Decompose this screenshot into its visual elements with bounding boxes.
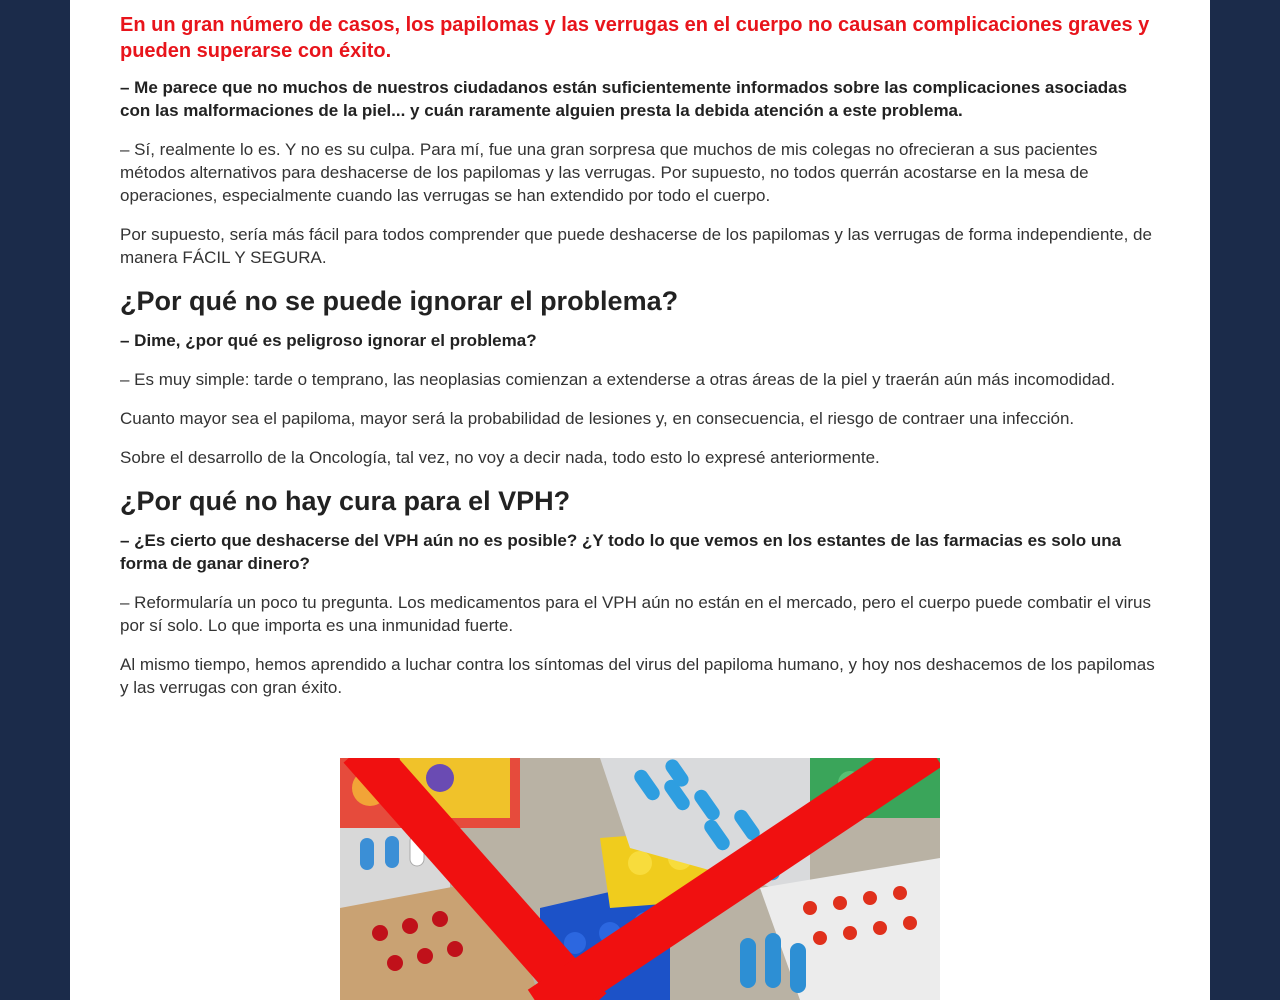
- heading-no-cure: ¿Por qué no hay cura para el VPH?: [120, 486, 571, 516]
- paragraph-2: Cuanto mayor sea el papiloma, mayor será la probabilidad de lesiones y, en consecuencia, el riesgo de contraer una infección.: [120, 409, 1075, 428]
- question-2: – Dime, ¿por qué es peligroso ignorar el problema?: [120, 331, 537, 350]
- article-page: [70, 0, 1210, 1000]
- answer-3: – Reformularía un poco tu pregunta. Los medicamentos para el VPH aún no están en el mercado, pero el cuerpo puede combatir el virus por sí solo. Lo que importa es una inmunidad fuerte.: [120, 593, 1151, 635]
- question-3: – ¿Es cierto que deshacerse del VPH aún no es posible? ¿Y todo lo que vemos en los estantes de las farmacias es solo una forma de ganar dinero?: [120, 531, 1122, 573]
- paragraph-3: Sobre el desarrollo de la Oncología, tal vez, no voy a decir nada, todo esto lo expresé anteriormente.: [120, 448, 880, 467]
- article-body: [120, 12, 1160, 715]
- lead-paragraph: En un gran número de casos, los papilomas y las verrugas en el cuerpo no causan complicaciones graves y pueden superarse con éxito.: [120, 14, 1150, 62]
- answer-1: – Sí, realmente lo es. Y no es su culpa. Para mí, fue una gran sorpresa que muchos de mis colegas no ofrecieran a sus pacientes métodos alternativos para deshacerse de los papilomas y las verrugas. Por supuesto, no todos querrán acostarse en la mesa de operaciones, especialmente cuando las verrugas se han extendido por todo el cuerpo.: [120, 140, 1098, 205]
- paragraph-1: Por supuesto, sería más fácil para todos comprender que puede deshacerse de los papilomas y las verrugas de forma independiente, de manera FÁCIL Y SEGURA.: [120, 225, 1152, 267]
- question-1: – Me parece que no muchos de nuestros ciudadanos están suficientemente informados sobre las complicaciones asociadas con las malformaciones de la piel... y cuán raramente alguien presta la debida atención a este problema.: [120, 78, 1128, 120]
- heading-ignore-problem: ¿Por qué no se puede ignorar el problema?: [120, 286, 679, 316]
- paragraph-4: Al mismo tiempo, hemos aprendido a luchar contra los síntomas del virus del papiloma humano, y hoy nos deshacemos de los papilomas y las verrugas con gran éxito.: [120, 655, 1155, 697]
- answer-2: – Es muy simple: tarde o temprano, las neoplasias comienzan a extenderse a otras áreas de la piel y traerán aún más incomodidad.: [120, 370, 1116, 389]
- pills-illustration: [340, 758, 940, 1000]
- crossed-out-pills-image: [340, 758, 940, 1000]
